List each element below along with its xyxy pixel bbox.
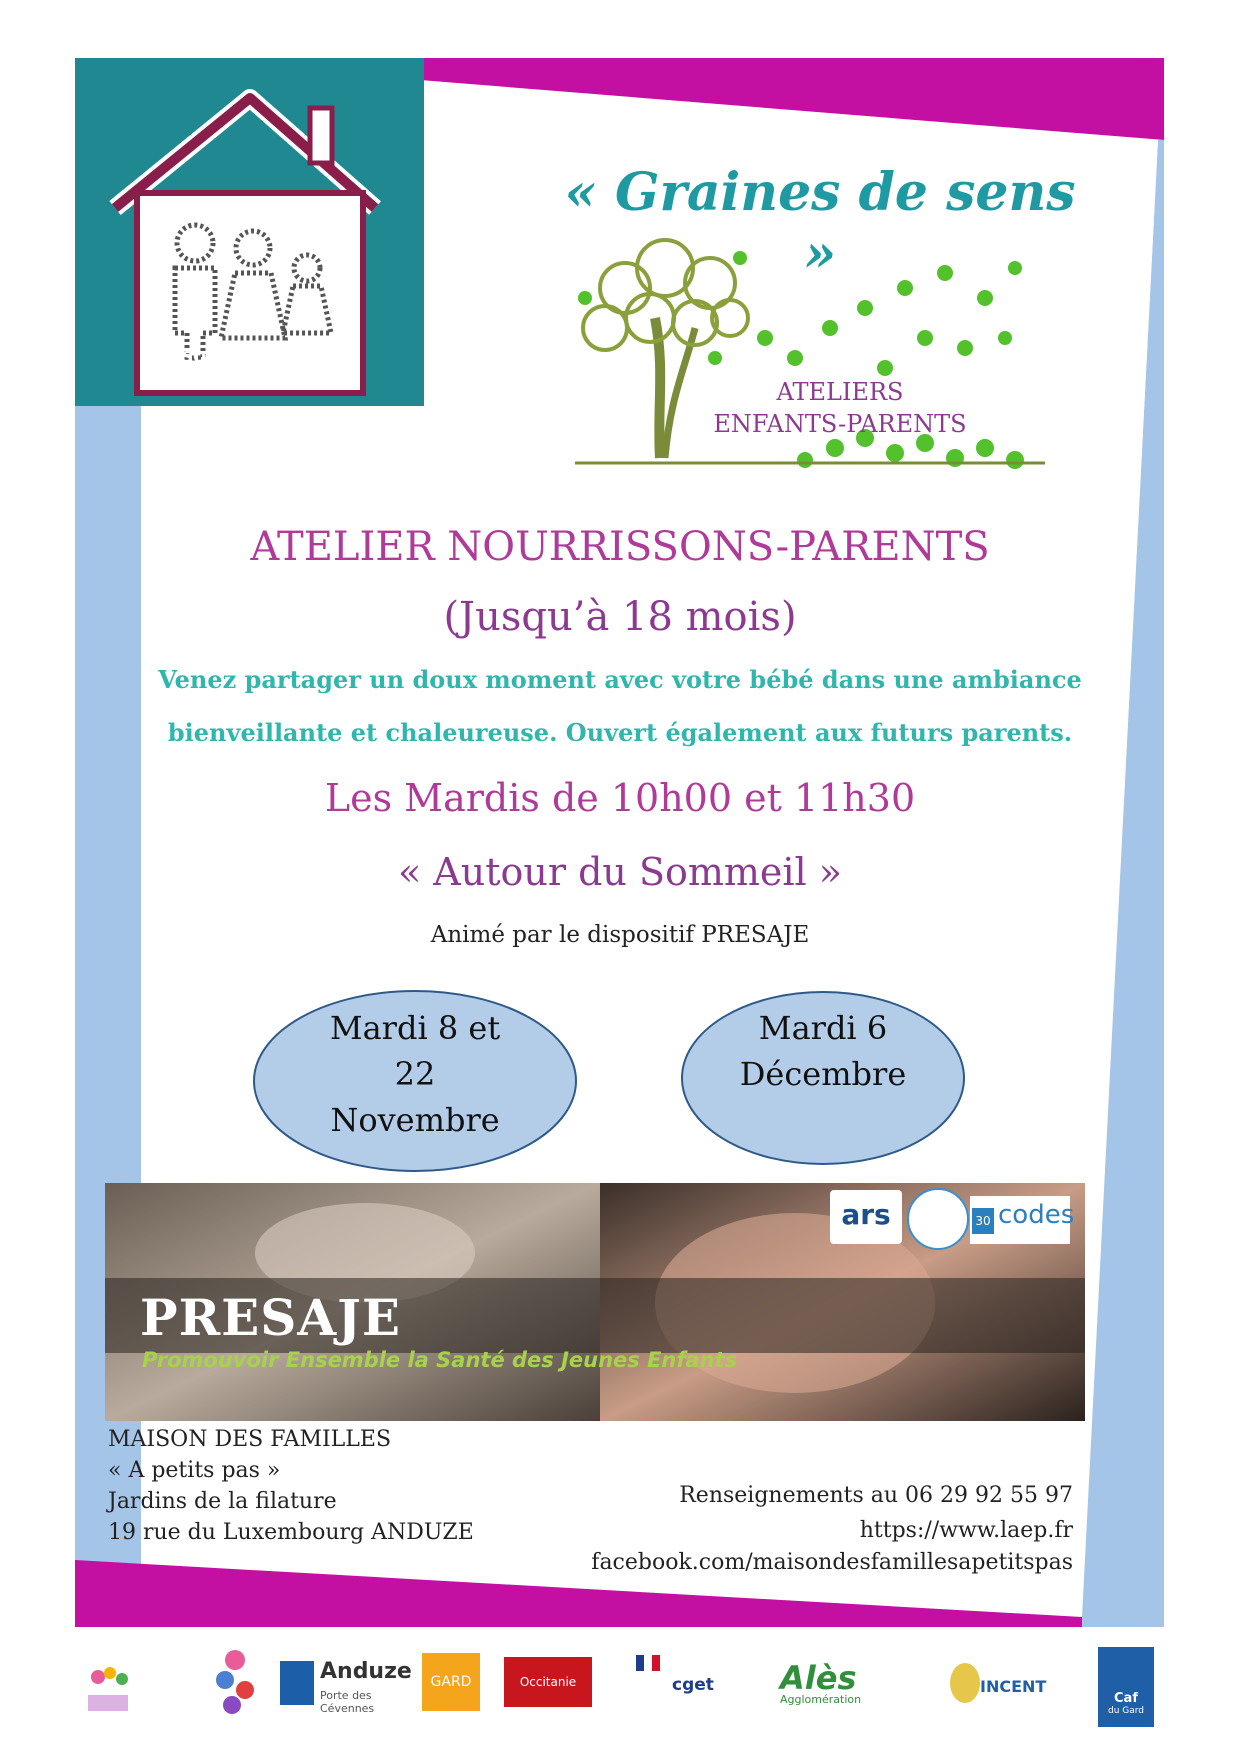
main-heading: ATELIER NOURRISSONS-PARENTS xyxy=(250,524,990,570)
theme: « Autour du Sommeil » xyxy=(397,850,843,894)
description-line1: Venez partager un doux moment avec votre bébé dans une ambiance xyxy=(158,665,1082,694)
program-title: « Graines de sens » xyxy=(564,162,1076,284)
address-line2: « A petits pas » xyxy=(108,1458,281,1483)
website-link[interactable]: https://www.laep.fr xyxy=(859,1518,1073,1543)
age-subheading: (Jusqu’à 18 mois) xyxy=(443,594,797,640)
description-line2: bienveillante et chaleureuse. Ouvert également aux futurs parents. xyxy=(167,718,1073,747)
ateliers-line2: ENFANTS-PARENTS xyxy=(713,410,967,438)
incent-logo: INCENT xyxy=(950,1663,1050,1713)
presaje-subtitle: Promouvoir Ensemble la Santé des Jeunes Enfants xyxy=(142,1348,738,1372)
tree-illustration xyxy=(565,228,1055,488)
facebook-link[interactable]: facebook.com/maisondesfamillesapetitspas xyxy=(591,1550,1073,1575)
gard-logo: GARD xyxy=(422,1653,480,1711)
caf-logo: Caf du Gard xyxy=(1098,1647,1154,1727)
sponsors-bar xyxy=(70,1645,1170,1745)
ateliers-line1: ATELIERS xyxy=(776,378,904,406)
logo-title: MAISON DES FAMILLES xyxy=(148,348,351,366)
presaje-title: PRESAJE xyxy=(140,1288,401,1347)
anduze-logo: Anduze Porte des Cévennes xyxy=(280,1657,400,1717)
occitanie-logo: Occitanie xyxy=(504,1657,592,1707)
animated-by: Animé par le dispositif PRESAJE xyxy=(430,922,810,948)
address-line4: 19 rue du Luxembourg ANDUZE xyxy=(108,1520,474,1545)
ateliers-label xyxy=(680,376,1000,440)
schedule: Les Mardis de 10h00 et 11h30 xyxy=(324,776,916,820)
logo-subtitle: « A Petits Pas » xyxy=(196,374,303,390)
codes-logo: 30 codes xyxy=(970,1196,1070,1244)
laep-logo xyxy=(210,1645,260,1725)
angeline-logo xyxy=(78,1655,138,1725)
address-line3: Jardins de la filature xyxy=(108,1489,337,1514)
contact-phone: Renseignements au 06 29 92 55 97 xyxy=(679,1483,1073,1508)
date-november: Mardi 8 et 22 Novembre xyxy=(329,1009,501,1139)
address-line1: MAISON DES FAMILLES xyxy=(108,1427,392,1452)
ars-logo: ars xyxy=(830,1190,902,1244)
epe-logo xyxy=(907,1188,969,1250)
ales-logo: Alès Agglomération xyxy=(780,1659,862,1706)
cget-logo: cget xyxy=(636,1655,708,1715)
date-december: Mardi 6 Décembre xyxy=(739,1009,907,1093)
